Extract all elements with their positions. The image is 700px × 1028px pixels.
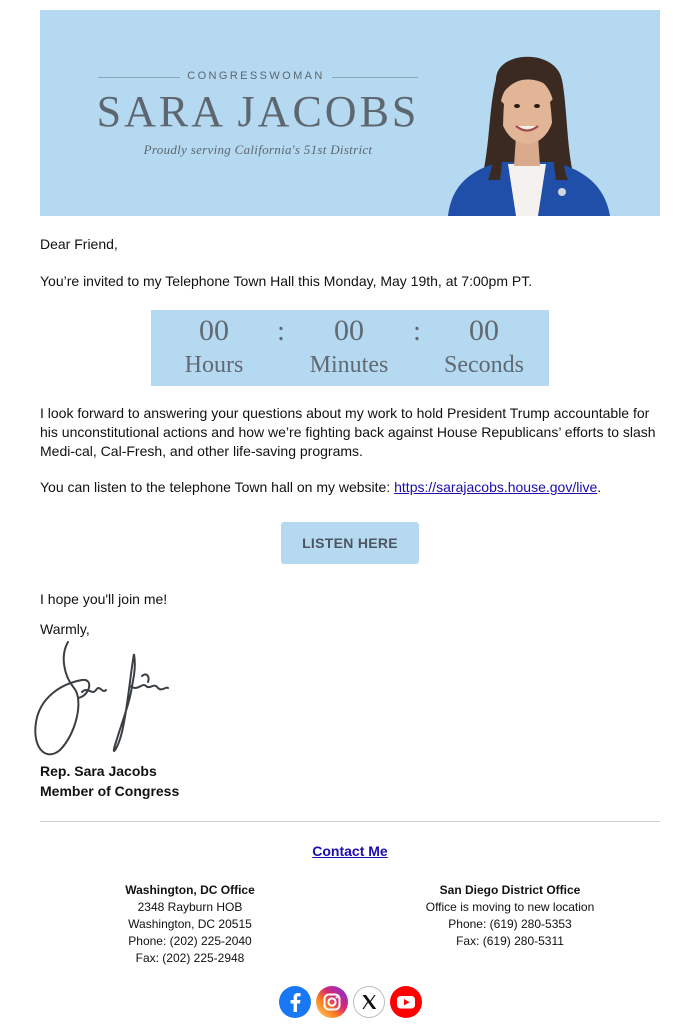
listen-line — [40, 478, 662, 497]
banner-rule-right — [332, 77, 418, 78]
banner-tagline: Proudly serving California's 51st District — [143, 142, 373, 157]
footer-divider — [40, 821, 660, 822]
closing-line: I hope you'll join me! — [40, 591, 168, 607]
contact-me-link-wrap — [0, 843, 700, 859]
portrait-photo — [438, 40, 616, 216]
signer-title: Member of Congress — [40, 783, 180, 799]
countdown-separator: : — [277, 316, 285, 347]
sd-office-fax: Fax: (619) 280-5311 — [456, 934, 564, 948]
sd-office — [390, 882, 630, 950]
countdown-timer — [151, 310, 549, 386]
banner-rule-left — [98, 77, 180, 78]
sign-off: Warmly, — [40, 621, 90, 637]
invite-text: You’re invited to my Telephone Town Hall this Monday, May 19th, at 7:00pm PT. — [40, 273, 533, 289]
listen-prefix: You can listen to the telephone Town hall on my website: — [40, 479, 395, 495]
youtube-icon[interactable] — [389, 985, 423, 1019]
listen-suffix: . — [597, 479, 602, 495]
dc-office-line1: 2348 Rayburn HOB — [137, 900, 243, 914]
sd-office-phone: Phone: (619) 280-5353 — [448, 917, 572, 931]
countdown-minutes-label: Minutes — [309, 352, 389, 378]
dc-office-line2: Washington, DC 20515 — [128, 917, 252, 931]
website-link[interactable]: https://sarajacobs.house.gov/live — [394, 479, 598, 495]
contact-me-link[interactable]: Contact Me — [312, 843, 388, 859]
greeting: Dear Friend, — [40, 236, 118, 252]
body-paragraph: I look forward to answering your questions about my work to hold President Trump accountable for his unconstitutional actions and how we’re fighting back against House Republicans’ efforts to slash Medi-cal, Cal-Fresh, and other life-saving programs. — [40, 405, 656, 459]
sd-office-title: San Diego District Office — [439, 883, 581, 897]
countdown-hours: 00 — [199, 314, 229, 347]
dc-office-phone: Phone: (202) 225-2040 — [128, 934, 252, 948]
signature-image — [30, 636, 180, 762]
banner-eyebrow: CONGRESSWOMAN — [187, 70, 325, 82]
instagram-icon[interactable] — [315, 985, 349, 1019]
countdown-seconds: 00 — [469, 314, 499, 347]
countdown-minutes: 00 — [334, 314, 364, 347]
countdown-separator: : — [413, 316, 421, 347]
countdown-seconds-label: Seconds — [444, 352, 524, 378]
x-icon[interactable] — [352, 985, 386, 1019]
dc-office-fax: Fax: (202) 225-2948 — [135, 951, 245, 965]
countdown-hours-label: Hours — [184, 352, 244, 378]
banner-name: SARA JACOBS — [96, 87, 420, 136]
header-banner — [40, 10, 660, 216]
dc-office-title: Washington, DC Office — [125, 883, 255, 897]
signer-name: Rep. Sara Jacobs — [40, 763, 157, 779]
sd-office-line1: Office is moving to new location — [425, 900, 595, 914]
listen-here-button[interactable]: LISTEN HERE — [281, 522, 419, 564]
facebook-icon[interactable] — [278, 985, 312, 1019]
dc-office — [70, 882, 310, 967]
